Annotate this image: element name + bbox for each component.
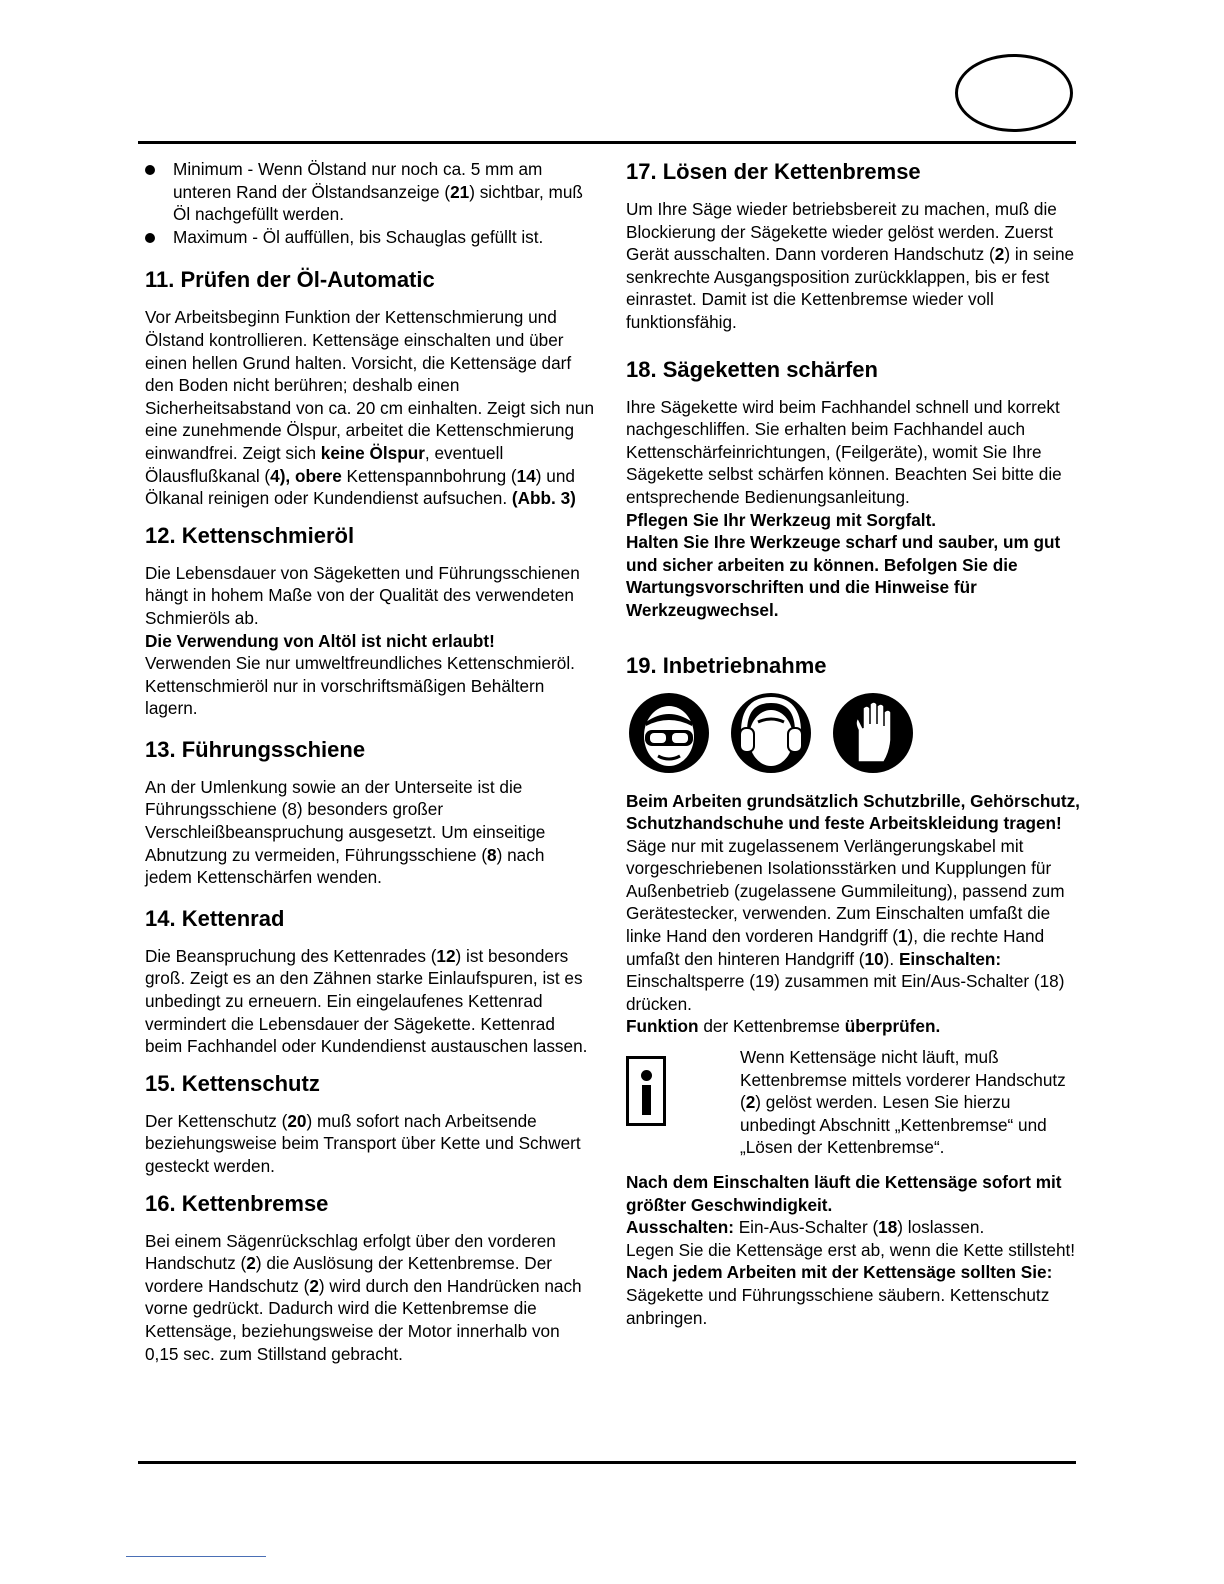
oil-level-list [145,158,595,248]
footer-link-line [126,1556,266,1557]
bottom-rule [138,1461,1076,1464]
section-text-19-end: Nach dem Einschalten läuft die Kettensäge sofort mit größter Geschwindigkeit. Ausschalten: Ein-Aus-Schalter (18) loslassen. Legen Sie die Kettensäge erst ab, wenn die Kette stillsteht! Nach jedem Arbeiten mit der Kettensäge sollten Sie: Sägekette und Führungsschiene säubern. Kettenschutz anbringen. [626,1172,1076,1328]
section-title-16: 16. Kettenbremse [145,1190,329,1216]
ear-protection-icon [730,692,812,774]
section-text-18: Ihre Sägekette wird beim Fachhandel schnell und korrekt nachgeschliffen. Sie erhalten beim Fachhandel auch Kettenschärfeinrichtungen, (Feilgeräte), womit Sie Ihre Sägekette selbst schärfen können. Beachten Sei bitte die entsprechende Bedienungsanleitung. Pflegen Sie Ihr Werkzeug mit Sorgfalt. Halten Sie Ihre Werkzeuge scharf und sauber, um gut und sicher arbeiten zu können. Befolgen Sie die Wartungsvorschriften und die Hinweise für Werkzeugwechsel. [626,396,1062,620]
section-title-12: 12. Kettenschmieröl [145,522,355,548]
section-title-17: 17. Lösen der Kettenbremse [626,159,921,184]
section-text-15: Der Kettenschutz (20) muß sofort nach Arbeitsende beziehungsweise beim Transport über Kette und Schwert gesteckt werden. [145,1110,581,1176]
section-title-15: 15. Kettenschutz [145,1070,320,1096]
list-item: Maximum - Öl auffüllen, bis Schauglas gefüllt ist. [145,226,595,249]
language-marker-oval [955,54,1073,132]
section-title-11: 11. Prüfen der Öl-Automatic [145,267,435,293]
right-column [626,158,1081,1329]
info-note-text: Wenn Kettensäge nicht läuft, muß Kettenbremse mittels vorderer Handschutz (2) gelöst werden. Lesen Sie hierzu unbedingt Abschnitt „Kettenbremse“ und „Lösen der Kettenbremse“. [740,1047,1066,1158]
left-column [145,158,595,1365]
section-title-18: 18. Sägeketten schärfen [626,356,878,382]
section-text-19: Beim Arbeiten grundsätzlich Schutzbrille, Gehörschutz, Schutzhandschuhe und feste Arbeitskleidung tragen! Säge nur mit zugelassenem Verlängerungskabel mit vorgeschriebenen Isolationsstärken und Kupplungen für Außenbetrieb (zugelassene Gummileitung), passend zum Gerätestecker, verwenden. Zum Einschalten umfaßt die linke Hand den vorderen Handgriff (1), die rechte Hand umfaßt den hinteren Handgriff (10). Einschalten: Einschaltsperre (19) zusammen mit Ein/Aus-Schalter (18) drücken. Funktion der Kettenbremse überprüfen. [626,790,1080,1037]
safety-goggles-icon [628,692,710,774]
top-rule [138,141,1076,144]
bullet-icon [145,165,155,175]
bullet-icon [145,233,155,243]
section-text-11: Vor Arbeitsbeginn Funktion der Kettenschmierung und Ölstand kontrollieren. Kettensäge einschalten und über einen hellen Grund halten. Vorsicht, die Kettensäge darf den Boden nicht berühren; deshalb einen Sicherheitsabstand von ca. 20 cm einhalten. Zeigt sich nun eine zunehmende Ölspur, arbeitet die Kettenschmierung einwandfrei. Zeigt sich keine Ölspur, eventuell Ölausflußkanal (4), obere Kettenspannbohrung (14) und Ölkanal reinigen oder Kundendienst aufsuchen. (Abb. 3) [145,307,595,509]
safety-icons [628,692,1081,774]
section-title-14: 14. Kettenrad [145,905,285,931]
section-title-19: 19. Inbetriebnahme [626,652,827,678]
info-note [626,1046,1081,1159]
section-text-12: Die Lebensdauer von Sägeketten und Führungsschienen hängt in hohem Maße von der Qualität des verwendeten Schmieröls ab. Die Verwendung von Altöl ist nicht erlaubt! Verwenden Sie nur umweltfreundliches Kettenschmieröl. Kettenschmieröl nur in vorschriftsmäßigen Behältern lagern. [145,562,580,719]
section-title-13: 13. Führungsschiene [145,736,366,762]
section-text-17: Um Ihre Säge wieder betriebsbereit zu machen, muß die Blockierung der Sägekette wieder gelöst werden. Zuerst Gerät ausschalten. Dann vorderen Handschutz (2) in seine senkrechte Ausgangsposition zurückklappen, bis er fest einrastet. Damit ist die Kettenbremse wieder voll funktionsfähig. [626,199,1075,332]
protective-gloves-icon [832,692,914,774]
info-icon [626,1056,666,1126]
section-text-16: Bei einem Sägenrückschlag erfolgt über den vorderen Handschutz (2) die Auslösung der Kettenbremse. Der vordere Handschutz (2) wird durch den Handrücken nach vorne gedrückt. Dadurch wird die Kettenbremse die Kettensäge, beziehungsweise der Motor innerhalb von 0,15 sec. zum Stillstand gebracht. [145,1230,582,1364]
list-item: Minimum - Wenn Ölstand nur noch ca. 5 mm am unteren Rand der Ölstandsanzeige (21) sichtbar, muß Öl nachgefüllt werden. [145,158,595,226]
section-text-13: An der Umlenkung sowie an der Unterseite ist die Führungsschiene (8) besonders großer Verschleißbeanspruchung ausgesetzt. Um einseitige Abnutzung zu vermeiden, Führungsschiene (8) nach jedem Kettenschärfen wenden. [145,776,546,888]
section-text-14: Die Beanspruchung des Kettenrades (12) ist besonders groß. Zeigt es an den Zähnen starke Einlaufspuren, ist es unbedingt zu erneuern. Ein eingelaufenes Kettenrad vermindert die Lebensdauer der Sägekette. Kettenrad beim Fachhandel oder Kundendienst austauschen lassen. [145,945,588,1057]
